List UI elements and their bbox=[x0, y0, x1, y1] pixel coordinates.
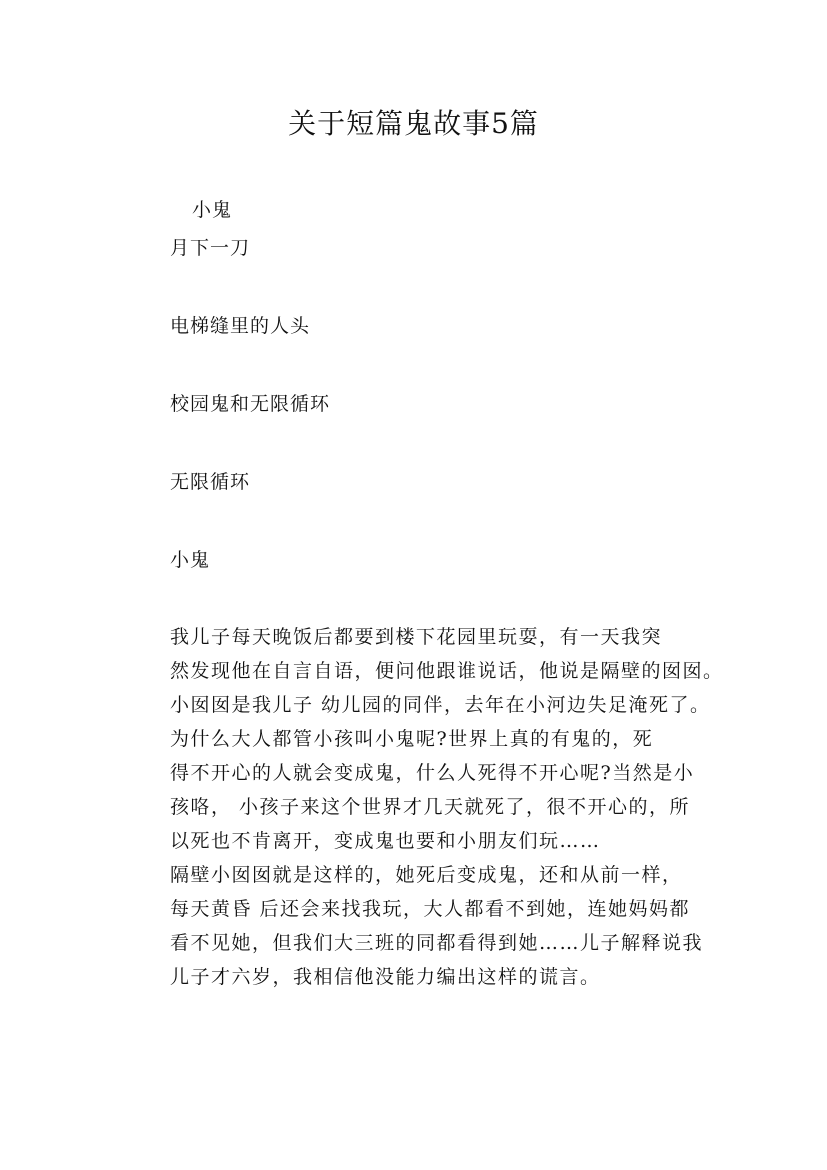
toc-item: 月下一刀 bbox=[170, 237, 251, 259]
text-line: 然发现他在自言自语，便问他跟谁说话，他说是隔壁的囡囡。 bbox=[170, 660, 724, 682]
text-line: 小囡囡是我儿子 幼儿园的同伴，去年在小河边失足淹死了。 bbox=[170, 694, 711, 716]
text-line: 隔壁小囡囡就是这样的，她死后变成鬼，还和从前一样， bbox=[170, 864, 683, 886]
document-title: 关于短篇鬼故事5篇 bbox=[288, 107, 539, 140]
text-line: 孩咯， 小孩子来这个世界才几天就死了，很不开心的，所 bbox=[170, 796, 691, 818]
paragraph bbox=[170, 620, 724, 722]
text-line: 每天黄昏 后还会来找我玩，大人都看不到她，连她妈妈都 bbox=[170, 898, 691, 920]
toc-item: 小鬼 bbox=[170, 549, 211, 571]
text-line: 看不见她，但我们大三班的同都看得到她……儿子解释说我 bbox=[170, 932, 704, 954]
toc-item: 小鬼 bbox=[192, 199, 233, 221]
text-line: 为什么大人都管小孩叫小鬼呢?世界上真的有鬼的，死 bbox=[170, 728, 654, 750]
toc-item: 无限循环 bbox=[170, 471, 251, 493]
text-line: 儿子才六岁，我相信他没能力编出这样的谎言。 bbox=[170, 966, 601, 988]
text-line: 以死也不肯离开，变成鬼也要和小朋友们玩…… bbox=[170, 830, 601, 852]
paragraph bbox=[170, 858, 710, 994]
toc-item: 校园鬼和无限循环 bbox=[170, 393, 331, 415]
story-body bbox=[170, 620, 724, 994]
text-line: 我儿子每天晚饭后都要到楼下花园里玩耍，有一天我突 bbox=[170, 626, 663, 648]
text-line: 得不开心的人就会变成鬼，什么人死得不开心呢?当然是小 bbox=[170, 762, 695, 784]
toc-item: 电梯缝里的人头 bbox=[170, 315, 311, 337]
paragraph bbox=[170, 722, 710, 858]
